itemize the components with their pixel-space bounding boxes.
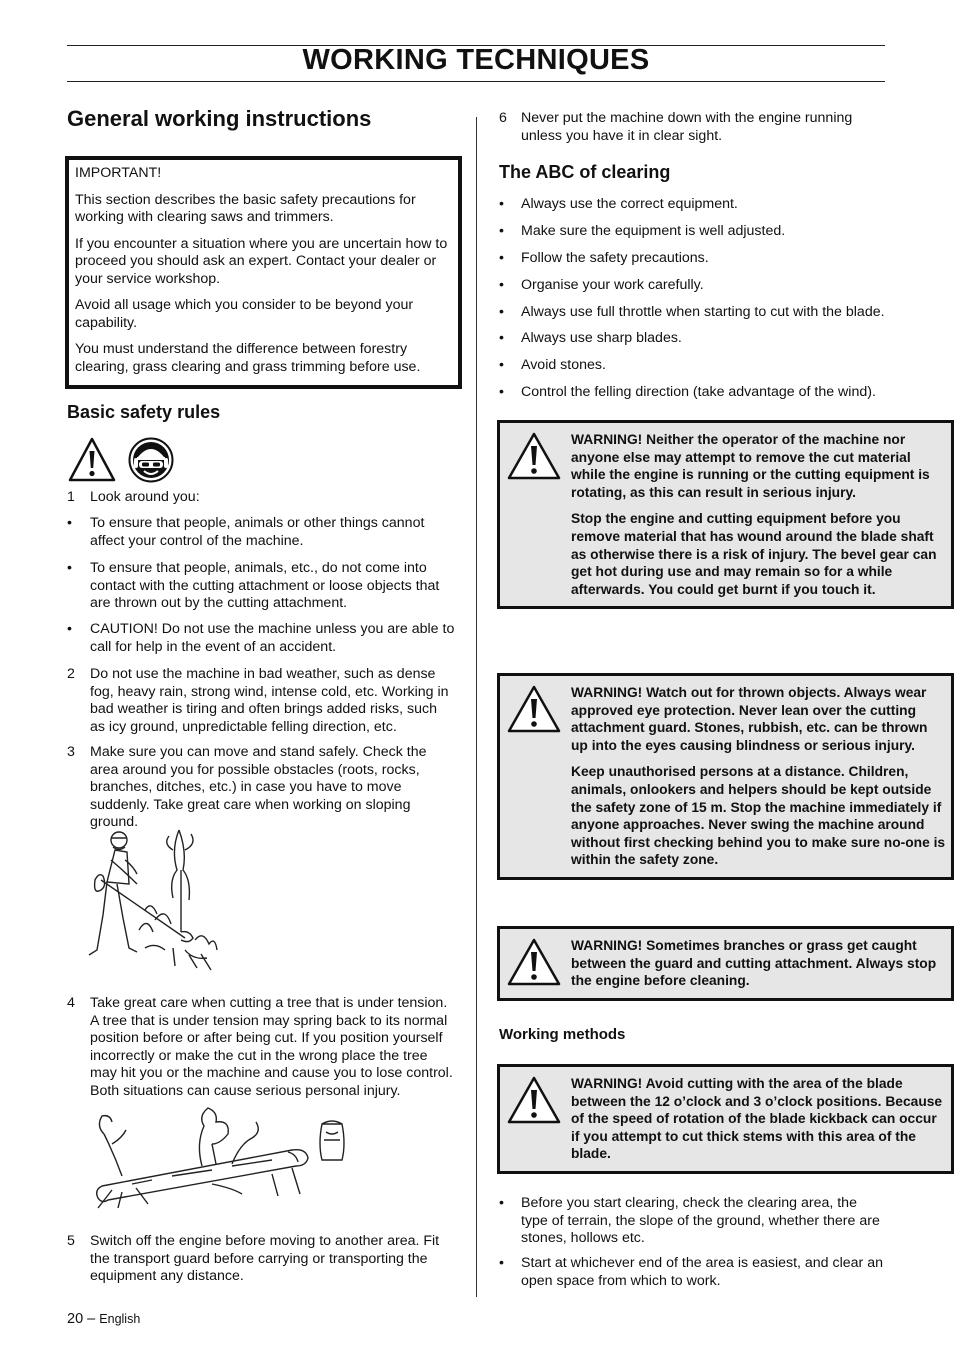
abc-bullet: Always use sharp blades.	[521, 330, 682, 346]
warning-box	[497, 926, 954, 1001]
bullet-marker: •	[67, 621, 72, 637]
warning-text: Stop the engine and cutting equipment before you remove material that has wound around the blade shaft as otherwise there is a risk of injury. The bevel gear can get hot during use and may remain so for a while afterwards. You could get burnt if you touch it.	[571, 511, 937, 597]
bullet-marker: •	[499, 250, 504, 266]
item-number: 2	[67, 666, 75, 682]
item-number: 1	[67, 489, 75, 505]
methods-bullet: Start at whichever end of the area is easiest, and clear an open space from which to work.	[521, 1255, 883, 1289]
trimmer-operator-illustration	[85, 820, 235, 980]
abc-bullet: Follow the safety precautions.	[521, 250, 709, 266]
protective-gear-icon	[128, 437, 174, 483]
page-footer	[67, 1311, 140, 1327]
important-paragraph: You must understand the difference between forestry clearing, grass clearing and grass trimming before use.	[75, 341, 421, 375]
warning-triangle-icon	[506, 937, 562, 987]
warning-text: WARNING! Sometimes branches or grass get caught between the guard and cutting attachment. Always stop the engine before cleaning.	[571, 938, 937, 989]
bullet-marker: •	[499, 1255, 504, 1271]
rule-item-6: Never put the machine down with the engine running unless you have it in clear sight.	[521, 110, 853, 144]
rule-item-2: Do not use the machine in bad weather, such as dense fog, heavy rain, strong wind, intense cold, etc. Working in bad weather is tiring and often brings added risks, such as icy ground, unpredictable felling direction, etc.	[90, 666, 449, 735]
abc-bullet: Control the felling direction (take advantage of the wind).	[521, 384, 876, 400]
section-title-general: General working instructions	[67, 106, 372, 131]
section-title-abc: The ABC of clearing	[499, 162, 671, 182]
methods-bullet: Before you start clearing, check the clearing area, the type of terrain, the slope of the ground, whether there are stones, hollows etc.	[521, 1195, 880, 1246]
column-separator	[476, 117, 477, 1297]
warning-text: WARNING! Neither the operator of the machine nor anyone else may attempt to remove the cut material while the engine is running or the cutting equipment is rotating, as this can result in serious injury.	[571, 432, 930, 500]
abc-bullet: Always use full throttle when starting to cut with the blade.	[521, 304, 885, 320]
warning-triangle-icon	[506, 684, 562, 734]
rule-item-1-bullet: To ensure that people, animals, etc., do not come into contact with the cutting attachment or loose objects that are thrown out by the cutting attachment.	[90, 560, 440, 611]
rule-item-4: Take great care when cutting a tree that is under tension. A tree that is under tension may spring back to its normal position before or after being cut. If you position yourself incorrectly or make the cut in the wrong place the tree may hit you or the machine and cause you to lose control. Both situations can cause serious personal injury.	[90, 995, 453, 1099]
item-number: 3	[67, 744, 75, 760]
bullet-marker: •	[67, 560, 72, 576]
bullet-marker: •	[499, 357, 504, 373]
fallen-tree-illustration	[92, 1104, 352, 1214]
abc-bullet: Always use the correct equipment.	[521, 196, 738, 212]
bullet-marker: •	[499, 196, 504, 212]
bullet-marker: •	[499, 384, 504, 400]
section-title-working-methods: Working methods	[499, 1026, 626, 1043]
warning-box	[497, 1064, 954, 1174]
bullet-marker: •	[499, 304, 504, 320]
item-number: 5	[67, 1233, 75, 1249]
important-paragraph: This section describes the basic safety precautions for working with clearing saws and trimmers.	[75, 191, 416, 225]
warning-box	[497, 420, 954, 609]
bullet-marker: •	[499, 330, 504, 346]
section-title-basic-safety: Basic safety rules	[67, 402, 221, 422]
important-heading: IMPORTANT!	[75, 165, 162, 181]
footer-language: English	[99, 1312, 141, 1326]
warning-text: Keep unauthorised persons at a distance. Children, animals, onlookers and helpers should be kept outside the safety zone of 15 m. Stop the machine immediately if anyone approaches. Never swing the machine around without first checking behind you to make sure no-one is within the safety zone.	[571, 764, 946, 868]
rule-item-1-bullet: CAUTION! Do not use the machine unless you are able to call for help in the event of an accident.	[90, 621, 455, 655]
rule-item-1: Look around you:	[90, 489, 200, 505]
bullet-marker: •	[67, 515, 72, 531]
abc-bullet: Organise your work carefully.	[521, 277, 704, 293]
header-bottom-rule	[67, 81, 885, 82]
warning-triangle-icon	[506, 1075, 562, 1125]
bullet-marker: •	[499, 277, 504, 293]
rule-item-1-bullet: To ensure that people, animals or other things cannot affect your control of the machine.	[90, 515, 425, 549]
warning-text: WARNING! Watch out for thrown objects. Always wear approved eye protection. Never lean over the cutting attachment guard. Stones, rubbish, etc. can be thrown up into the eyes causing blindness or serious injury.	[571, 685, 928, 753]
rule-item-3: Make sure you can move and stand safely. Check the area around you for possible obstacles (roots, rocks, branches, ditches, etc.) in case you have to move suddenly. Take great care when working on sloping ground.	[90, 744, 427, 830]
important-paragraph: If you encounter a situation where you are uncertain how to proceed you should ask an expert. Contact your dealer or your service workshop.	[75, 235, 448, 287]
warning-box	[497, 673, 954, 880]
bullet-marker: •	[499, 223, 504, 239]
important-box	[65, 156, 462, 389]
important-paragraph: Avoid all usage which you consider to be beyond your capability.	[75, 297, 414, 331]
bullet-marker: •	[499, 1195, 504, 1211]
warning-text: WARNING! Avoid cutting with the area of the blade between the 12 o’clock and 3 o’clock positions. Because of the speed of rotation of the blade kickback can occur if you attempt to cut thick stems with this area of the blade.	[571, 1076, 943, 1162]
warning-triangle-icon	[506, 431, 562, 481]
rule-item-5: Switch off the engine before moving to another area. Fit the transport guard before carrying or transporting the equipment any distance.	[90, 1233, 440, 1284]
page-title: WORKING TECHNIQUES	[302, 44, 650, 76]
footer-dash: –	[87, 1311, 96, 1327]
abc-bullet: Make sure the equipment is well adjusted.	[521, 223, 786, 239]
page-number: 20	[67, 1311, 84, 1327]
item-number: 4	[67, 995, 75, 1011]
abc-bullet: Avoid stones.	[521, 357, 606, 373]
item-number: 6	[499, 110, 507, 126]
